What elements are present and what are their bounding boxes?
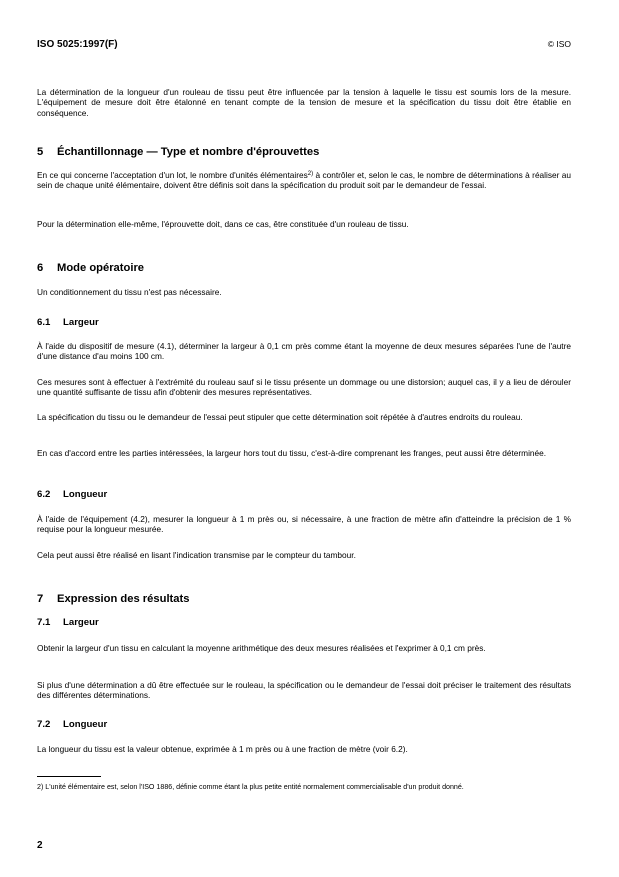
- paragraph-text: En ce qui concerne l'acceptation d'un lot, le nombre d'unités élémentaires: [37, 170, 308, 180]
- copyright: © ISO: [547, 39, 571, 49]
- subsection-title: Longueur: [63, 489, 108, 500]
- subsection-6-2-paragraph-2: [37, 550, 571, 560]
- section-6-heading: [37, 262, 571, 275]
- section-5-heading: [37, 146, 571, 159]
- paragraph-text: Obtenir la largeur d'un tissu en calculant la moyenne arithmétique des deux mesures réalisées et l'exprimer à 0,1 cm près.: [37, 643, 486, 653]
- section-5-paragraph-1: [37, 170, 571, 191]
- footnote-divider: [37, 776, 101, 777]
- subsection-number: 6.1: [37, 317, 51, 328]
- intro-paragraph: La détermination de la longueur d'un rouleau de tissu peut être influencée par la tension à laquelle le tissu est soumis lors de la mesure. L'équipement de mesure doit être étalonné en tenant compte de la tension de mesure et la spécification du tissu doit être établie en conséquence.: [37, 87, 571, 118]
- paragraph-text: Ces mesures sont à effectuer à l'extrémité du rouleau sauf si le tissu présente un dommage ou une distorsion; auquel cas, il y a lieu de dérouler une quantité suffisante de tissu afin d'obtenir des mesures représentatives.: [37, 377, 571, 398]
- subsection-6-1-paragraph-3: [37, 412, 571, 422]
- paragraph-text: Pour la détermination elle-même, l'éprouvette doit, dans ce cas, être constituée d'un rouleau de tissu.: [37, 219, 409, 229]
- standard-id: ISO 5025:1997(F): [37, 39, 118, 50]
- subsection-title: Longueur: [63, 719, 108, 730]
- subsection-6-1-heading: [37, 317, 571, 329]
- page-header: [37, 39, 571, 53]
- subsection-number: 7.2: [37, 719, 51, 730]
- subsection-number: 6.2: [37, 489, 51, 500]
- subsection-6-1-paragraph-4: [37, 448, 571, 458]
- section-5-paragraph-2: [37, 219, 571, 229]
- section-6-paragraph-1: [37, 287, 571, 297]
- paragraph-text: Si plus d'une détermination a dû être effectuée sur le rouleau, la spécification ou le demandeur de l'essai doit préciser le traitement des résultats des différentes déterminations.: [37, 680, 571, 701]
- intro-paragraph-block: [37, 87, 571, 118]
- subsection-title: Largeur: [63, 617, 99, 628]
- footnote-ref[interactable]: 2): [307, 171, 314, 177]
- subsection-7-2-heading: [37, 719, 571, 731]
- subsection-6-1-paragraph-1: [37, 341, 571, 362]
- section-title: Expression des résultats: [57, 593, 190, 605]
- subsection-6-2-paragraph-1: [37, 514, 571, 535]
- subsection-7-1-paragraph-1: [37, 643, 571, 653]
- paragraph-text: à contrôler et, selon le cas, le nombre de déterminations à réaliser au sein de chaque unité élémentaire, doivent être définis soit dans la spécification du produit soit par le demandeur de l'essai.: [37, 170, 571, 191]
- section-title: Échantillonnage — Type et nombre d'éprouvettes: [57, 146, 320, 158]
- subsection-7-2-paragraph-1: [37, 744, 571, 754]
- subsection-number: 7.1: [37, 617, 51, 628]
- subsection-7-1-paragraph-2: [37, 680, 571, 701]
- footnote-text: 2) L'unité élémentaire est, selon l'ISO 1886, définie comme étant la plus petite entité normalement commercialisable d'un produit donné.: [37, 783, 464, 791]
- subsection-title: Largeur: [63, 317, 99, 328]
- paragraph-text: La spécification du tissu ou le demandeur de l'essai peut stipuler que cette détermination soit répétée à d'autres endroits du rouleau.: [37, 412, 523, 422]
- paragraph-text: À l'aide de l'équipement (4.2), mesurer la longueur à 1 m près ou, si nécessaire, à une fraction de mètre afin d'atteindre la précision de 1 % requise pour la longueur mesurée.: [37, 514, 571, 535]
- subsection-7-1-heading: [37, 617, 571, 629]
- paragraph-text: En cas d'accord entre les parties intéressées, la largeur hors tout du tissu, c'est-à-dire comprenant les franges, peut aussi être déterminée.: [37, 448, 547, 458]
- section-number: 7: [37, 593, 44, 605]
- section-number: 6: [37, 262, 44, 274]
- footnote: [37, 783, 571, 792]
- subsection-6-1-paragraph-2: [37, 377, 571, 398]
- section-title: Mode opératoire: [57, 262, 145, 274]
- paragraph-text: À l'aide du dispositif de mesure (4.1), déterminer la largeur à 0,1 cm près comme étant la moyenne de deux mesures séparées l'une de l'autre d'une distance d'au moins 100 cm.: [37, 341, 571, 362]
- paragraph-text: Cela peut aussi être réalisé en lisant l'indication transmise par le compteur du tambour.: [37, 550, 356, 560]
- subsection-6-2-heading: [37, 489, 571, 501]
- paragraph-text: Un conditionnement du tissu n'est pas nécessaire.: [37, 287, 222, 297]
- page-number: 2: [37, 840, 43, 851]
- section-7-heading: [37, 593, 571, 606]
- section-number: 5: [37, 146, 44, 158]
- paragraph-text: La longueur du tissu est la valeur obtenue, exprimée à 1 m près ou à une fraction de mètre (voir 6.2).: [37, 744, 408, 754]
